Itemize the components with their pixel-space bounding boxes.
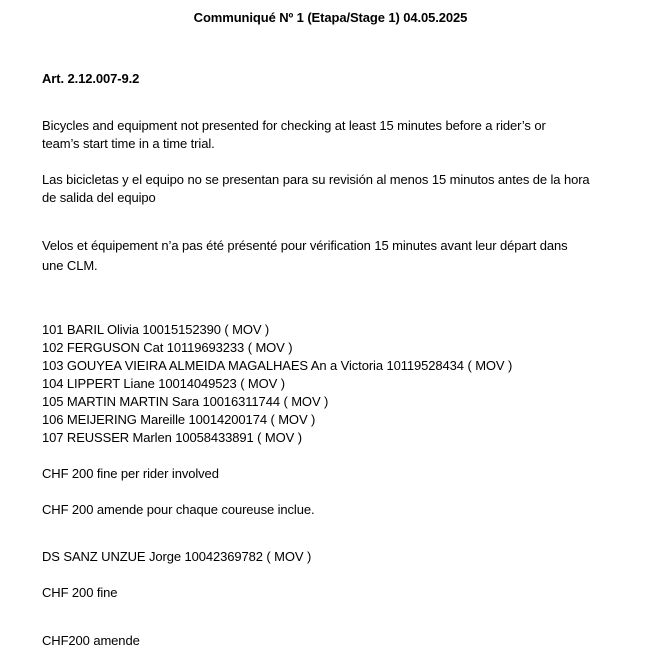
spanish-text-line-1: Las bicicletas y el equipo no se presentan para su revisión al menos 15 minutos antes de la hora [42,172,590,187]
french-text-line-1: Velos et équipement n’a pas été présenté pour vérification 15 minutes avant leur départ dans [42,238,568,253]
fine-per-rider-french: CHF 200 amende pour chaque coureuse inclue. [42,502,315,517]
article-reference: Art. 2.12.007-9.2 [42,71,140,86]
rider-list-item: 104 LIPPERT Liane 10014049523 ( MOV ) [42,376,285,391]
communique-title: Communiqué Nº 1 (Etapa/Stage 1) 04.05.2025 [193,10,468,25]
spanish-text-line-2: de salida del equipo [42,190,156,205]
fine-per-rider-english: CHF 200 fine per rider involved [42,466,219,481]
english-text-line-1: Bicycles and equipment not presented for checking at least 15 minutes before a rider’s or [42,118,546,133]
sports-director-entry: DS SANZ UNZUE Jorge 10042369782 ( MOV ) [42,549,312,564]
rider-list-item: 102 FERGUSON Cat 10119693233 ( MOV ) [42,340,293,355]
rider-list-item: 106 MEIJERING Mareille 10014200174 ( MOV ) [42,412,316,427]
fine-ds-english: CHF 200 fine [42,585,118,600]
french-text-line-2: une CLM. [42,258,98,273]
fine-ds-french: CHF200 amende [42,633,140,648]
rider-list-item: 107 REUSSER Marlen 10058433891 ( MOV ) [42,430,302,445]
rider-list-item: 101 BARIL Olivia 10015152390 ( MOV ) [42,322,270,337]
rider-list-item: 105 MARTIN MARTIN Sara 10016311744 ( MOV ) [42,394,329,409]
rider-list-item: 103 GOUYEA VIEIRA ALMEIDA MAGALHAES An a Victoria 10119528434 ( MOV ) [42,358,513,373]
english-text-line-2: team’s start time in a time trial. [42,136,215,151]
